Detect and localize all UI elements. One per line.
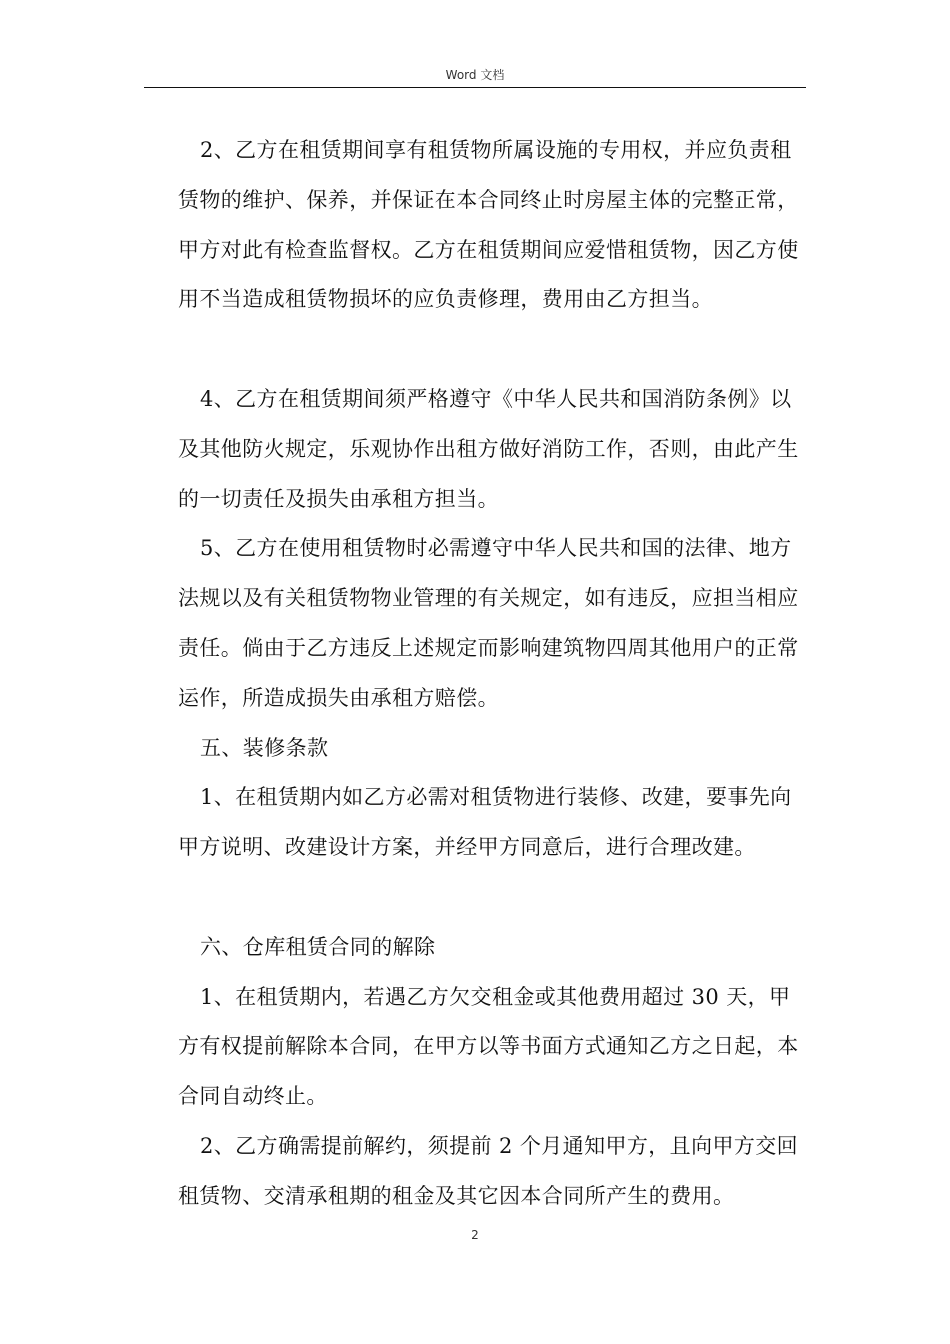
paragraph-clause-2: 2、乙方在租赁期间享有租赁物所属设施的专用权，并应负责租赁物的维护、保养，并保证在本合同终止时房屋主体的完整正常，甲方对此有检查监督权。乙方在租赁期间应爱惜租赁物，因乙方使用不当造成租赁物损坏的应负责修理，费用由乙方担当。 [178,138,799,312]
page-footer [0,1228,950,1242]
document-body [178,126,808,1222]
blank-line [178,325,808,375]
paragraph-termination-2: 2、乙方确需提前解约，须提前 2 个月通知甲方，且向甲方交回租赁物、交清承租期的租金及其它因本合同所产生的费用。 [178,1133,799,1208]
header-title: Word 文档 [445,68,505,82]
paragraph-clause-4: 4、乙方在租赁期间须严格遵守《中华人民共和国消防条例》以及其他防火规定，乐观协作出租方做好消防工作，否则，由此产生的一切责任及损失由承租方担当。 [178,386,799,511]
section-heading-termination: 六、仓库租赁合同的解除 [200,934,436,959]
page-number: 2 [471,1228,479,1242]
paragraph-clause-5: 5、乙方在使用租赁物时必需遵守中华人民共和国的法律、地方法规以及有关租赁物物业管理的有关规定，如有违反，应担当相应责任。倘由于乙方违反上述规定而影响建筑物四周其他用户的正常运作，所造成损失由承租方赔偿。 [178,536,799,710]
paragraph-termination-1: 1、在租赁期内，若遇乙方欠交租金或其他费用超过 30 天，甲方有权提前解除本合同，在甲方以等书面方式通知乙方之日起，本合同自动终止。 [178,984,799,1109]
paragraph-renovation-1: 1、在租赁期内如乙方必需对租赁物进行装修、改建，要事先向甲方说明、改建设计方案，并经甲方同意后，进行合理改建。 [178,785,792,860]
section-heading-renovation: 五、装修条款 [200,735,329,760]
blank-line [178,873,808,923]
page-header [144,62,806,88]
